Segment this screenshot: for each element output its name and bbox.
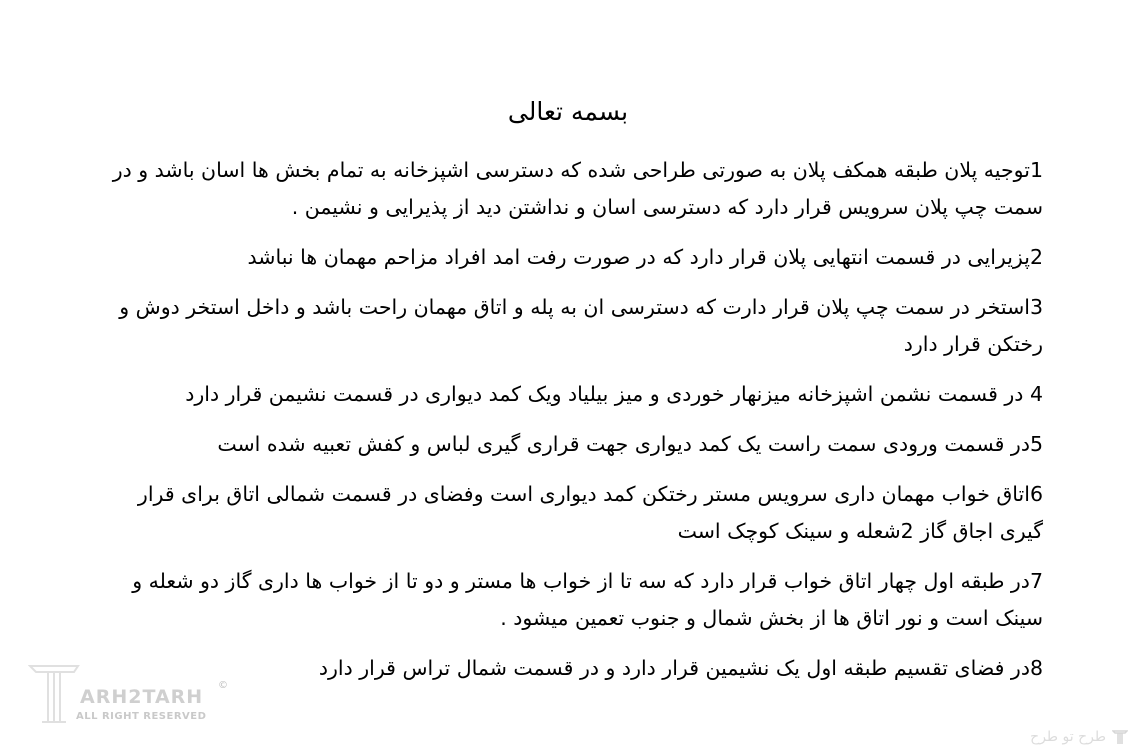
paragraph-7: 7در طبقه اول چهار اتاق خواب قرار دارد که سه تا از خواب ها مستر و دو تا از خواب ها داری گاز دو شعله و سینک است و نور اتاق ها از بخش شمال و جنوب تعمین میشود . xyxy=(132,569,1043,630)
paragraph-2: 2پزیرایی در قسمت انتهایی پلان قرار دارد که در صورت رفت امد افراد مزاحم مهمان ها نباشد xyxy=(247,245,1043,269)
paragraph-5: 5در قسمت ورودی سمت راست یک کمد دیواری جهت قراری گیری لباس و کفش تعبیه شده است xyxy=(217,432,1043,456)
watermark-subtitle: ALL RIGHT RESERVED xyxy=(76,711,207,722)
paragraph-8: 8در فضای تقسیم طبقه اول یک نشیمین قرار دارد و در قسمت شمال تراس قرار دارد xyxy=(318,656,1043,680)
site-watermark-text: طرح تو طرح xyxy=(1030,729,1106,745)
paragraph-4: 4 در قسمت نشمن اشپزخانه میزنهار خوردی و میز بیلیاد ویک کمد دیواری در قسمت نشیمن قرار دارد xyxy=(185,382,1043,406)
paragraph-1: 1توجیه پلان طبقه همکف پلان به صورتی طراحی شده که دسترسی اشپزخانه به تمام بخش ها اسان باشد و در سمت چپ پلان سرویس قرار دارد که دسترسی اسان و نداشتن دید از پذیرایی و نشیمن . xyxy=(112,158,1043,219)
paragraph-list xyxy=(95,152,1043,700)
paragraph-3: 3استخر در سمت چپ پلان قرار دارت که دسترسی ان به پله و اتاق مهمان راحت باشد و داخل استخر دوش و رختکن قرار دارد xyxy=(119,295,1043,356)
page-title: بسمه تعالی xyxy=(507,97,629,126)
site-watermark xyxy=(1030,729,1128,745)
copyright-mark: © xyxy=(218,680,228,691)
column-t-mini-icon xyxy=(1112,729,1128,745)
watermark-brand: ARH2TARH xyxy=(80,686,204,708)
paragraph-6: 6اتاق خواب مهمان داری سرویس مستر رختکن کمد دیواری است وفضای در قسمت شمالی اتاق برای قرار گیری اجاق گاز 2شعله و سینک کوچک است xyxy=(137,482,1043,543)
